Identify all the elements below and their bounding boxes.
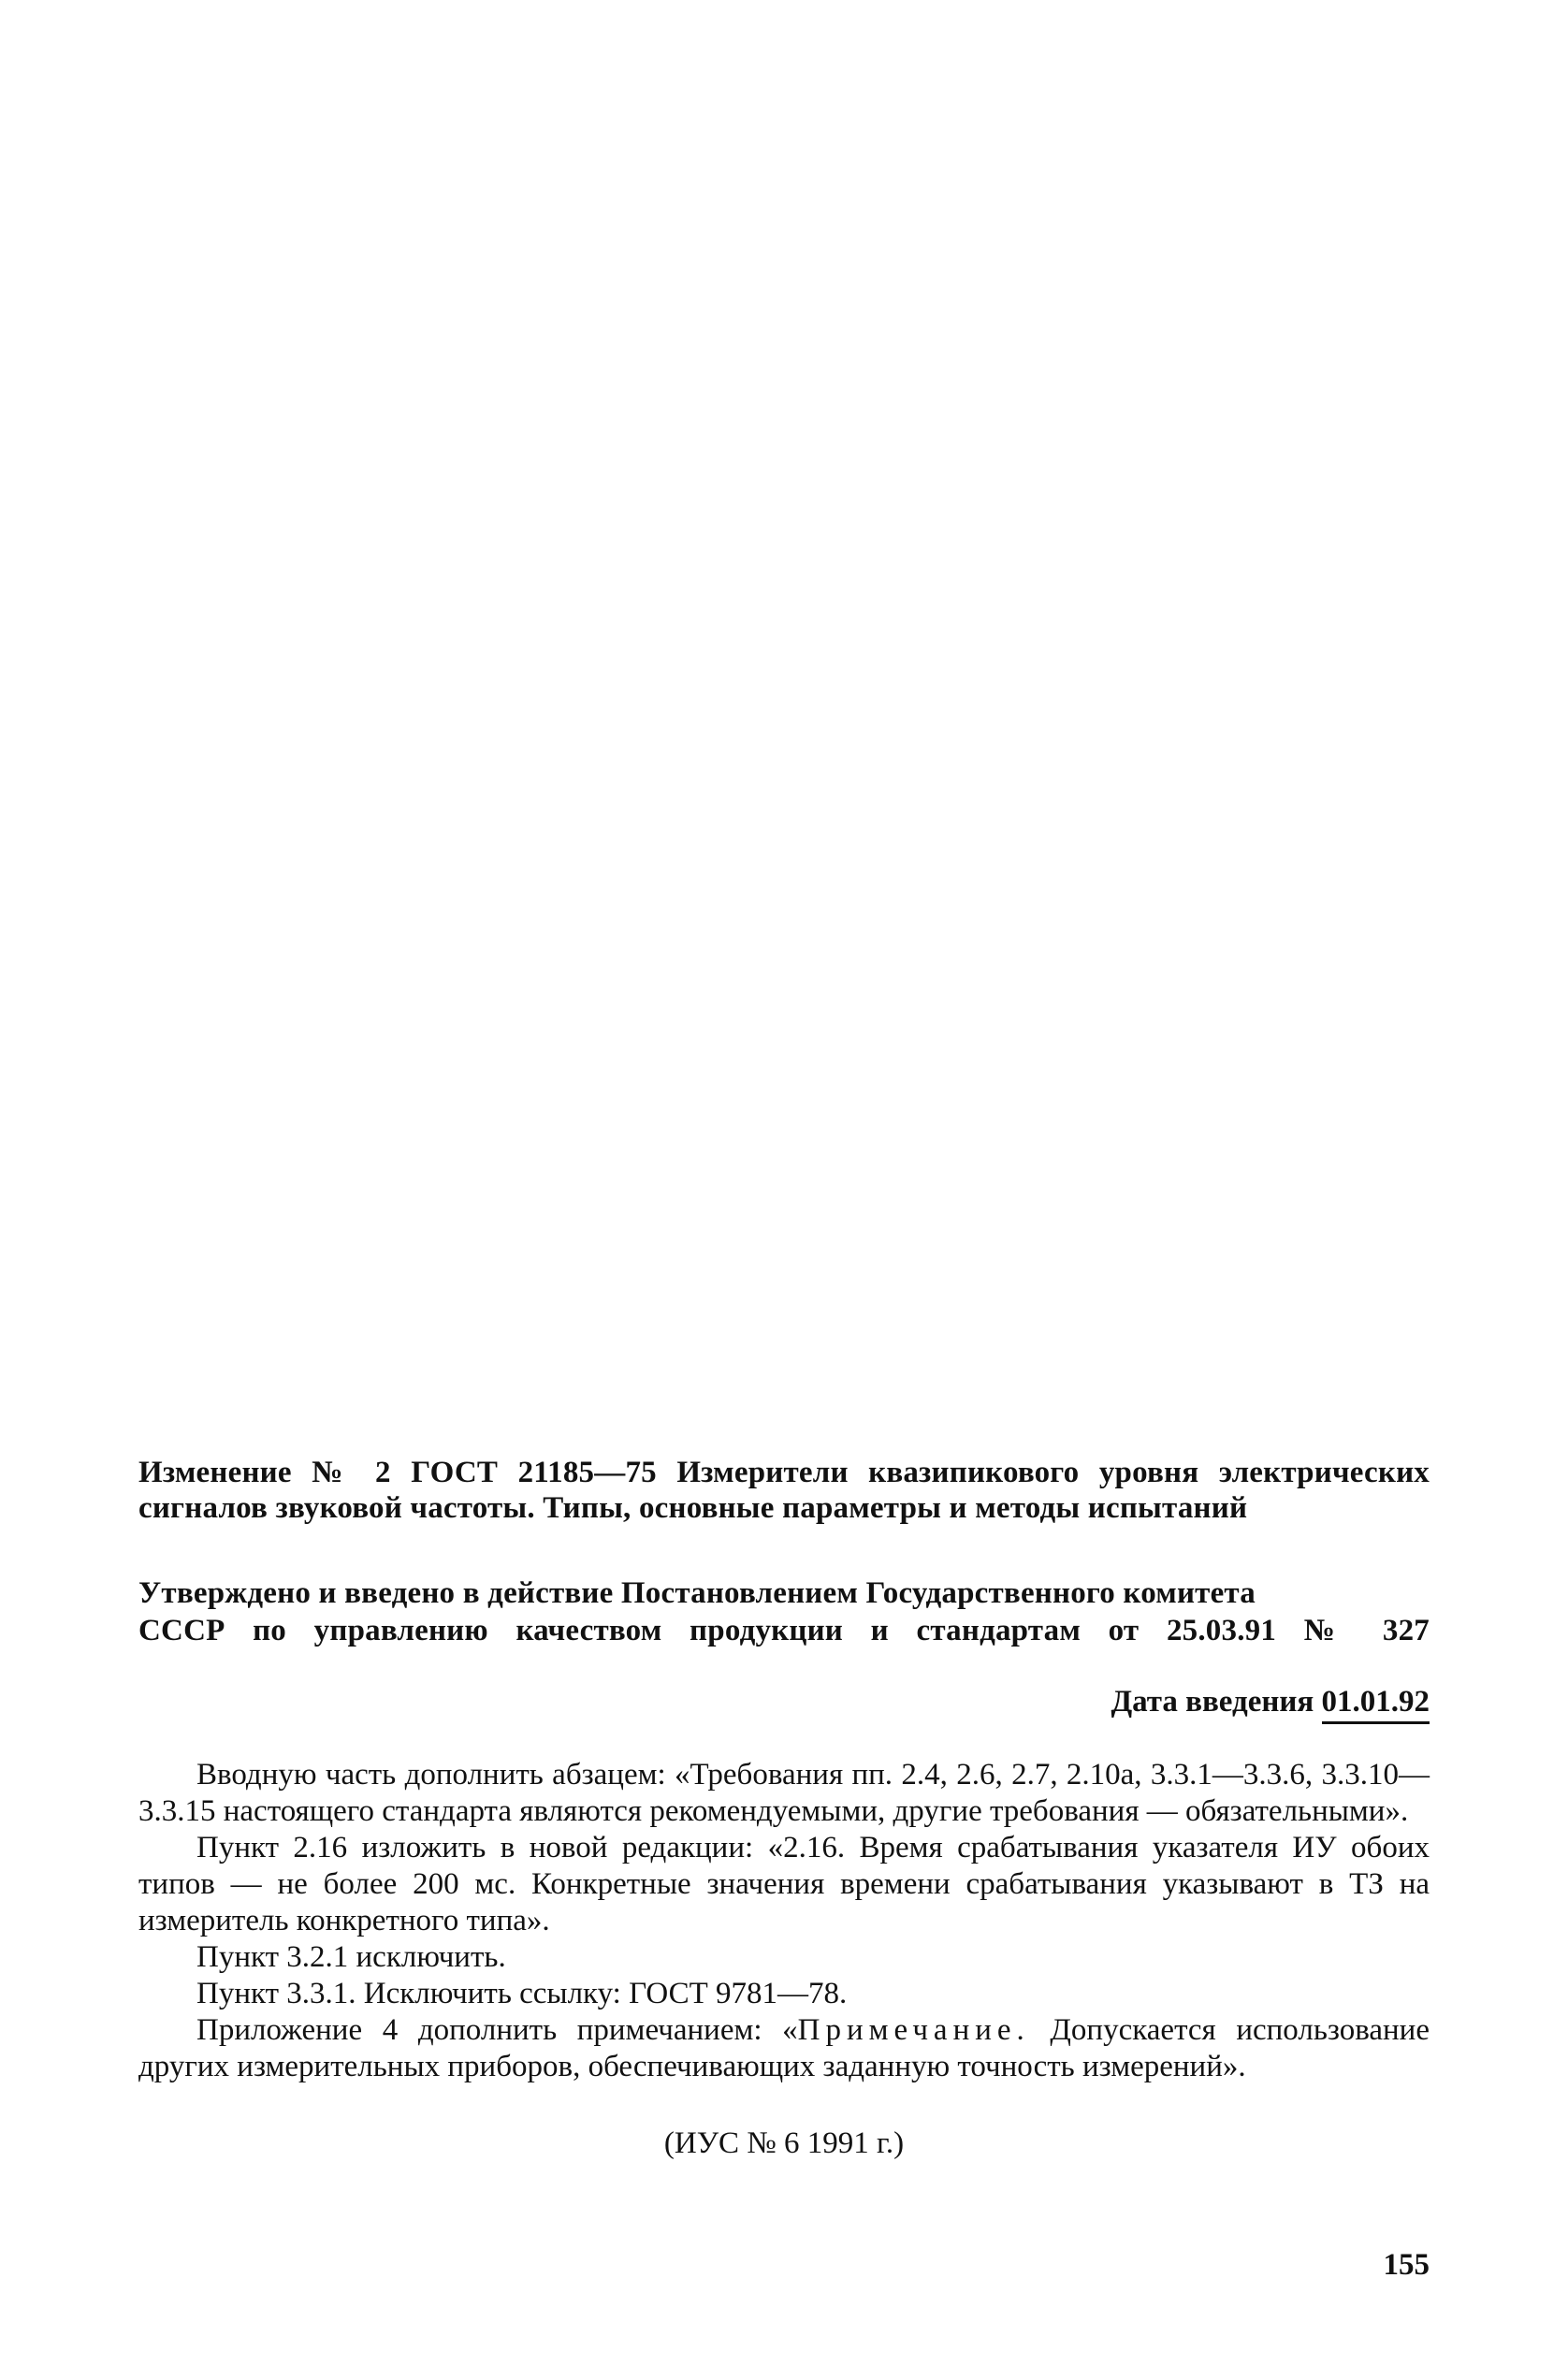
paragraph-clause-3-2-1: Пункт 3.2.1 исключить. (196, 1940, 506, 1974)
approval-line-2: СССР по управлению качеством продукции и стандартам от 25.03.91 № 327 (138, 1614, 1430, 1647)
appendix-note-word: Примечание. (797, 2013, 1030, 2047)
paragraph-intro: Вводную часть дополнить абзацем: «Требования пп. 2.4, 2.6, 2.7, 2.10а, 3.3.1—3.3.6, 3.3.10—3.3.15 настоящего стандарта являются рекомендуемыми, другие требования — обязательными». (138, 1758, 1430, 1828)
source-reference: (ИУС № 6 1991 г.) (663, 2126, 905, 2160)
effective-date-value: 01.01.92 (1322, 1684, 1430, 1724)
appendix-text-end: Допускается использование других измерительных приборов, обеспечивающих заданную точность измерений». (138, 2013, 1430, 2083)
amendment-title: Изменение № 2 ГОСТ 21185—75 Измерители квазипикового уровня электрических сигналов звуковой частоты. Типы, основные параметры и методы испытаний (138, 1456, 1430, 1525)
effective-date-label: Дата введения (1111, 1685, 1314, 1719)
paragraph-clause-3-3-1: Пункт 3.3.1. Исключить ссылку: ГОСТ 9781—78. (196, 1977, 848, 2010)
page-number: 155 (1383, 2248, 1430, 2282)
paragraph-clause-2-16: Пункт 2.16 изложить в новой редакции: «2.16. Время срабатывания указателя ИУ обоих типов — не более 200 мс. Конкретные значения времени срабатывания указывают в ТЗ на измеритель конкретного типа». (138, 1831, 1430, 1937)
appendix-text-start: Приложение 4 дополнить примечанием: « (196, 2013, 798, 2047)
effective-date (1111, 1684, 1430, 1724)
approval-statement (138, 1574, 1430, 1649)
approval-line-1: Утверждено и введено в действие Постановлением Государственного комитета (138, 1576, 1256, 1610)
paragraph-appendix-4 (138, 2012, 1430, 2085)
amendment-body (138, 1757, 1430, 2085)
